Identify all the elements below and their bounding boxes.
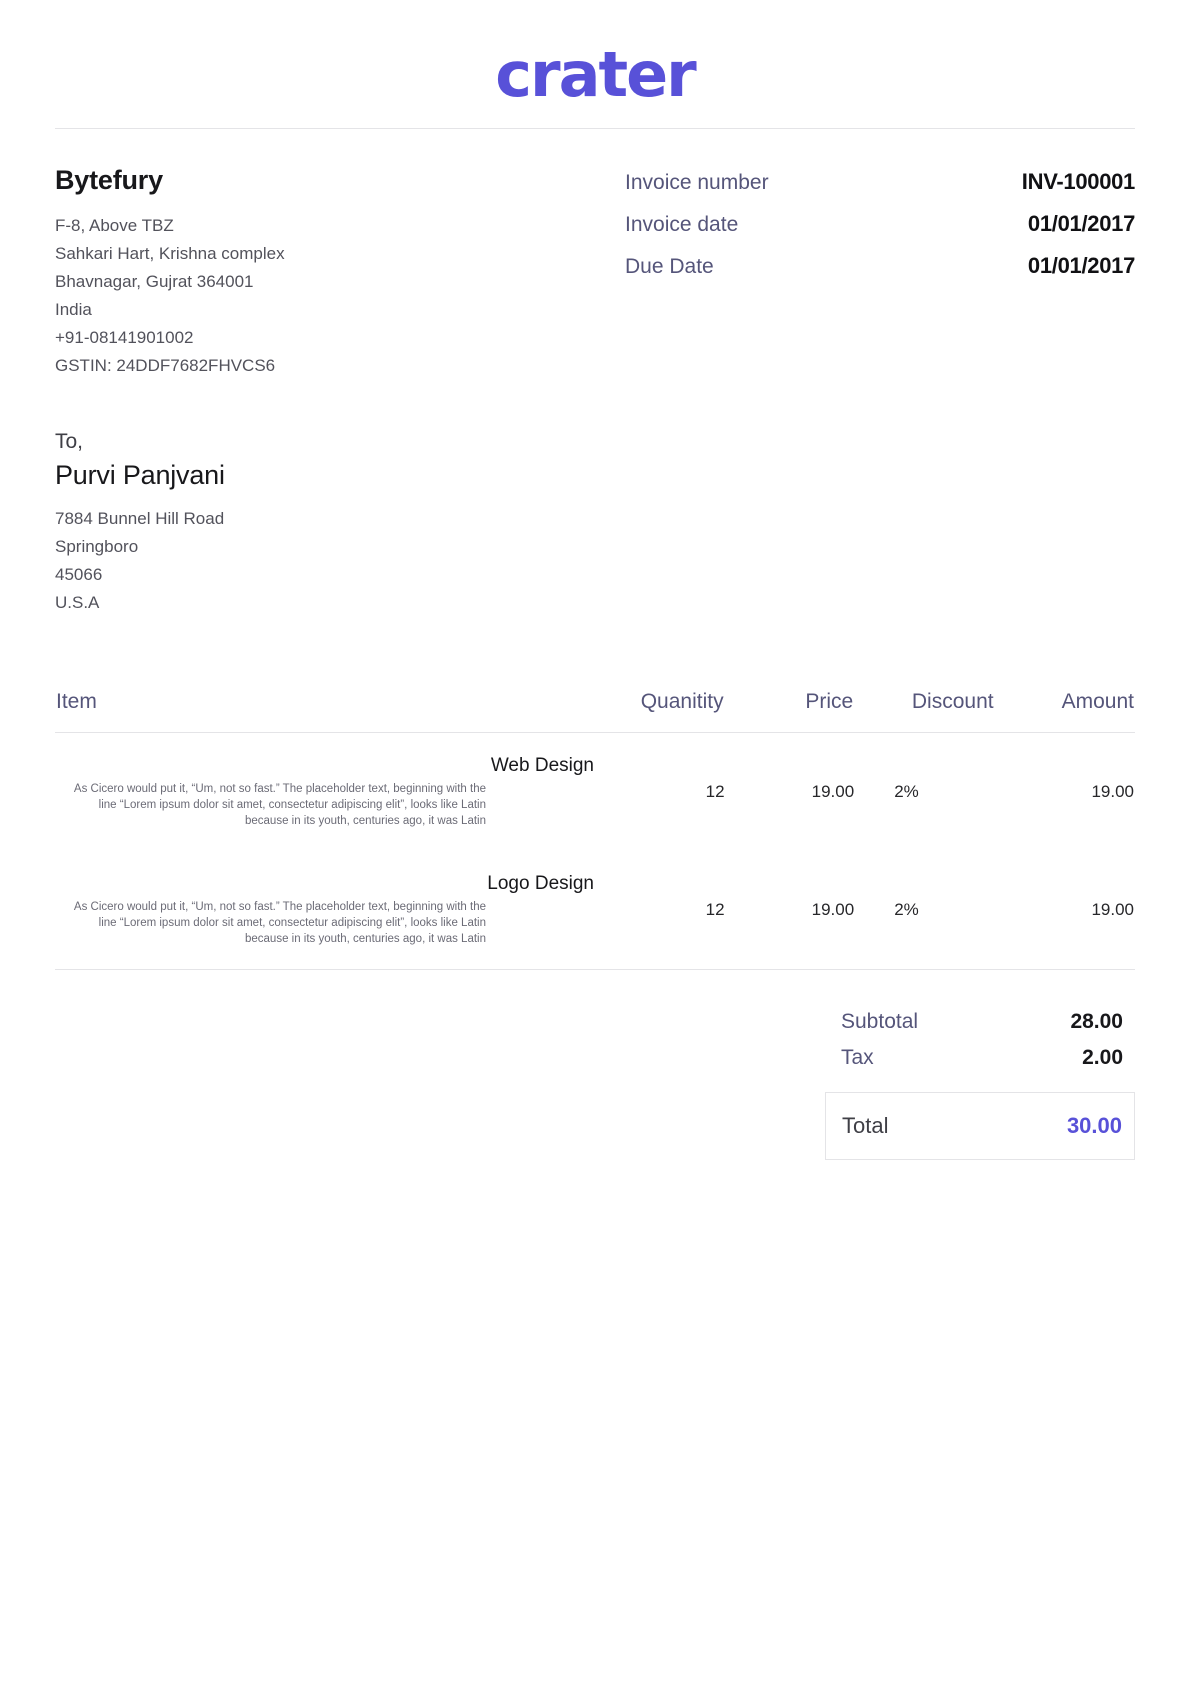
invoice-meta-block — [575, 165, 1135, 380]
company-address-line: India — [55, 300, 92, 319]
header-discount: Discount — [854, 689, 994, 733]
bill-to-address-line: Springboro — [55, 537, 139, 556]
items-table-body — [55, 733, 1135, 970]
item-price: 19.00 — [811, 782, 855, 801]
item-cell — [55, 851, 595, 970]
subtotal-row — [825, 1004, 1135, 1040]
subtotal-value: 28.00 — [1070, 1010, 1123, 1033]
tax-value: 2.00 — [1082, 1046, 1123, 1069]
totals-box — [825, 1004, 1135, 1160]
company-gstin: GSTIN: 24DDF7682FHVCS6 — [55, 356, 276, 375]
table-row — [55, 733, 1135, 852]
due-date-value: 01/01/2017 — [1027, 253, 1135, 278]
item-cell — [55, 733, 595, 852]
invoice-header — [0, 129, 1190, 380]
item-name: Web Design — [490, 755, 594, 776]
item-name: Logo Design — [487, 873, 594, 894]
total-label: Total — [842, 1113, 889, 1138]
brand-logo — [0, 0, 1190, 128]
bill-to-address-line: 45066 — [55, 565, 103, 584]
item-discount: 2% — [854, 851, 994, 970]
due-date-row — [625, 253, 1135, 279]
items-section — [0, 689, 1190, 970]
company-block — [55, 165, 575, 380]
due-date-label: Due Date — [625, 255, 714, 278]
invoice-number-value: INV-100001 — [1021, 169, 1135, 194]
tax-label: Tax — [841, 1046, 874, 1069]
header-amount: Amount — [995, 689, 1135, 733]
item-amount: 19.00 — [1091, 782, 1134, 801]
item-discount: 2% — [894, 782, 919, 801]
items-table — [55, 689, 1135, 970]
header-item: Item — [55, 689, 595, 733]
bill-to-address-line: U.S.A — [55, 593, 100, 612]
items-table-head — [55, 689, 1135, 733]
item-description: As Cicero would put it, “Um, not so fast.” The placeholder text, beginning with the line “Lorem ipsum dolor sit amet, consectetur adipiscing elit”, looks like Latin because in its youth, centuries ago, it was Latin — [73, 783, 486, 827]
tax-row — [825, 1040, 1135, 1076]
bill-to-label: To, — [55, 430, 84, 453]
total-row — [825, 1092, 1135, 1160]
bill-to-name: Purvi Panjvani — [55, 460, 225, 490]
header-price: Price — [725, 689, 855, 733]
item-price: 19.00 — [725, 851, 855, 970]
item-quantity: 12 — [705, 782, 725, 801]
totals-section — [0, 1004, 1190, 1160]
company-address-line: Bhavnagar, Gujrat 364001 — [55, 272, 254, 291]
invoice-date-row — [625, 211, 1135, 237]
subtotal-label: Subtotal — [841, 1010, 919, 1033]
invoice-date-label: Invoice date — [625, 213, 739, 236]
table-row — [55, 851, 1135, 970]
total-value: 30.00 — [1066, 1113, 1122, 1138]
items-header-row — [55, 689, 1135, 733]
item-quantity: 12 — [595, 851, 725, 970]
bill-to-block — [0, 380, 1190, 617]
company-address-line: F-8, Above TBZ — [55, 216, 174, 235]
bill-to-address-line: 7884 Bunnel Hill Road — [55, 509, 225, 528]
invoice-number-row — [625, 169, 1135, 195]
invoice-date-value: 01/01/2017 — [1027, 211, 1135, 236]
item-amount: 19.00 — [995, 851, 1135, 970]
company-name: Bytefury — [55, 165, 163, 195]
company-address-line: Sahkari Hart, Krishna complex — [55, 244, 285, 263]
company-phone: +91-08141901002 — [55, 328, 194, 347]
item-description: As Cicero would put it, “Um, not so fast.” The placeholder text, beginning with the line “Lorem ipsum dolor sit amet, consectetur adipiscing elit”, looks like Latin because in its youth, centuries ago, it was Latin — [73, 901, 486, 945]
header-quantity: Quanitity — [595, 689, 725, 733]
invoice-number-label: Invoice number — [625, 171, 769, 194]
crater-logo-text: crater — [495, 38, 695, 111]
